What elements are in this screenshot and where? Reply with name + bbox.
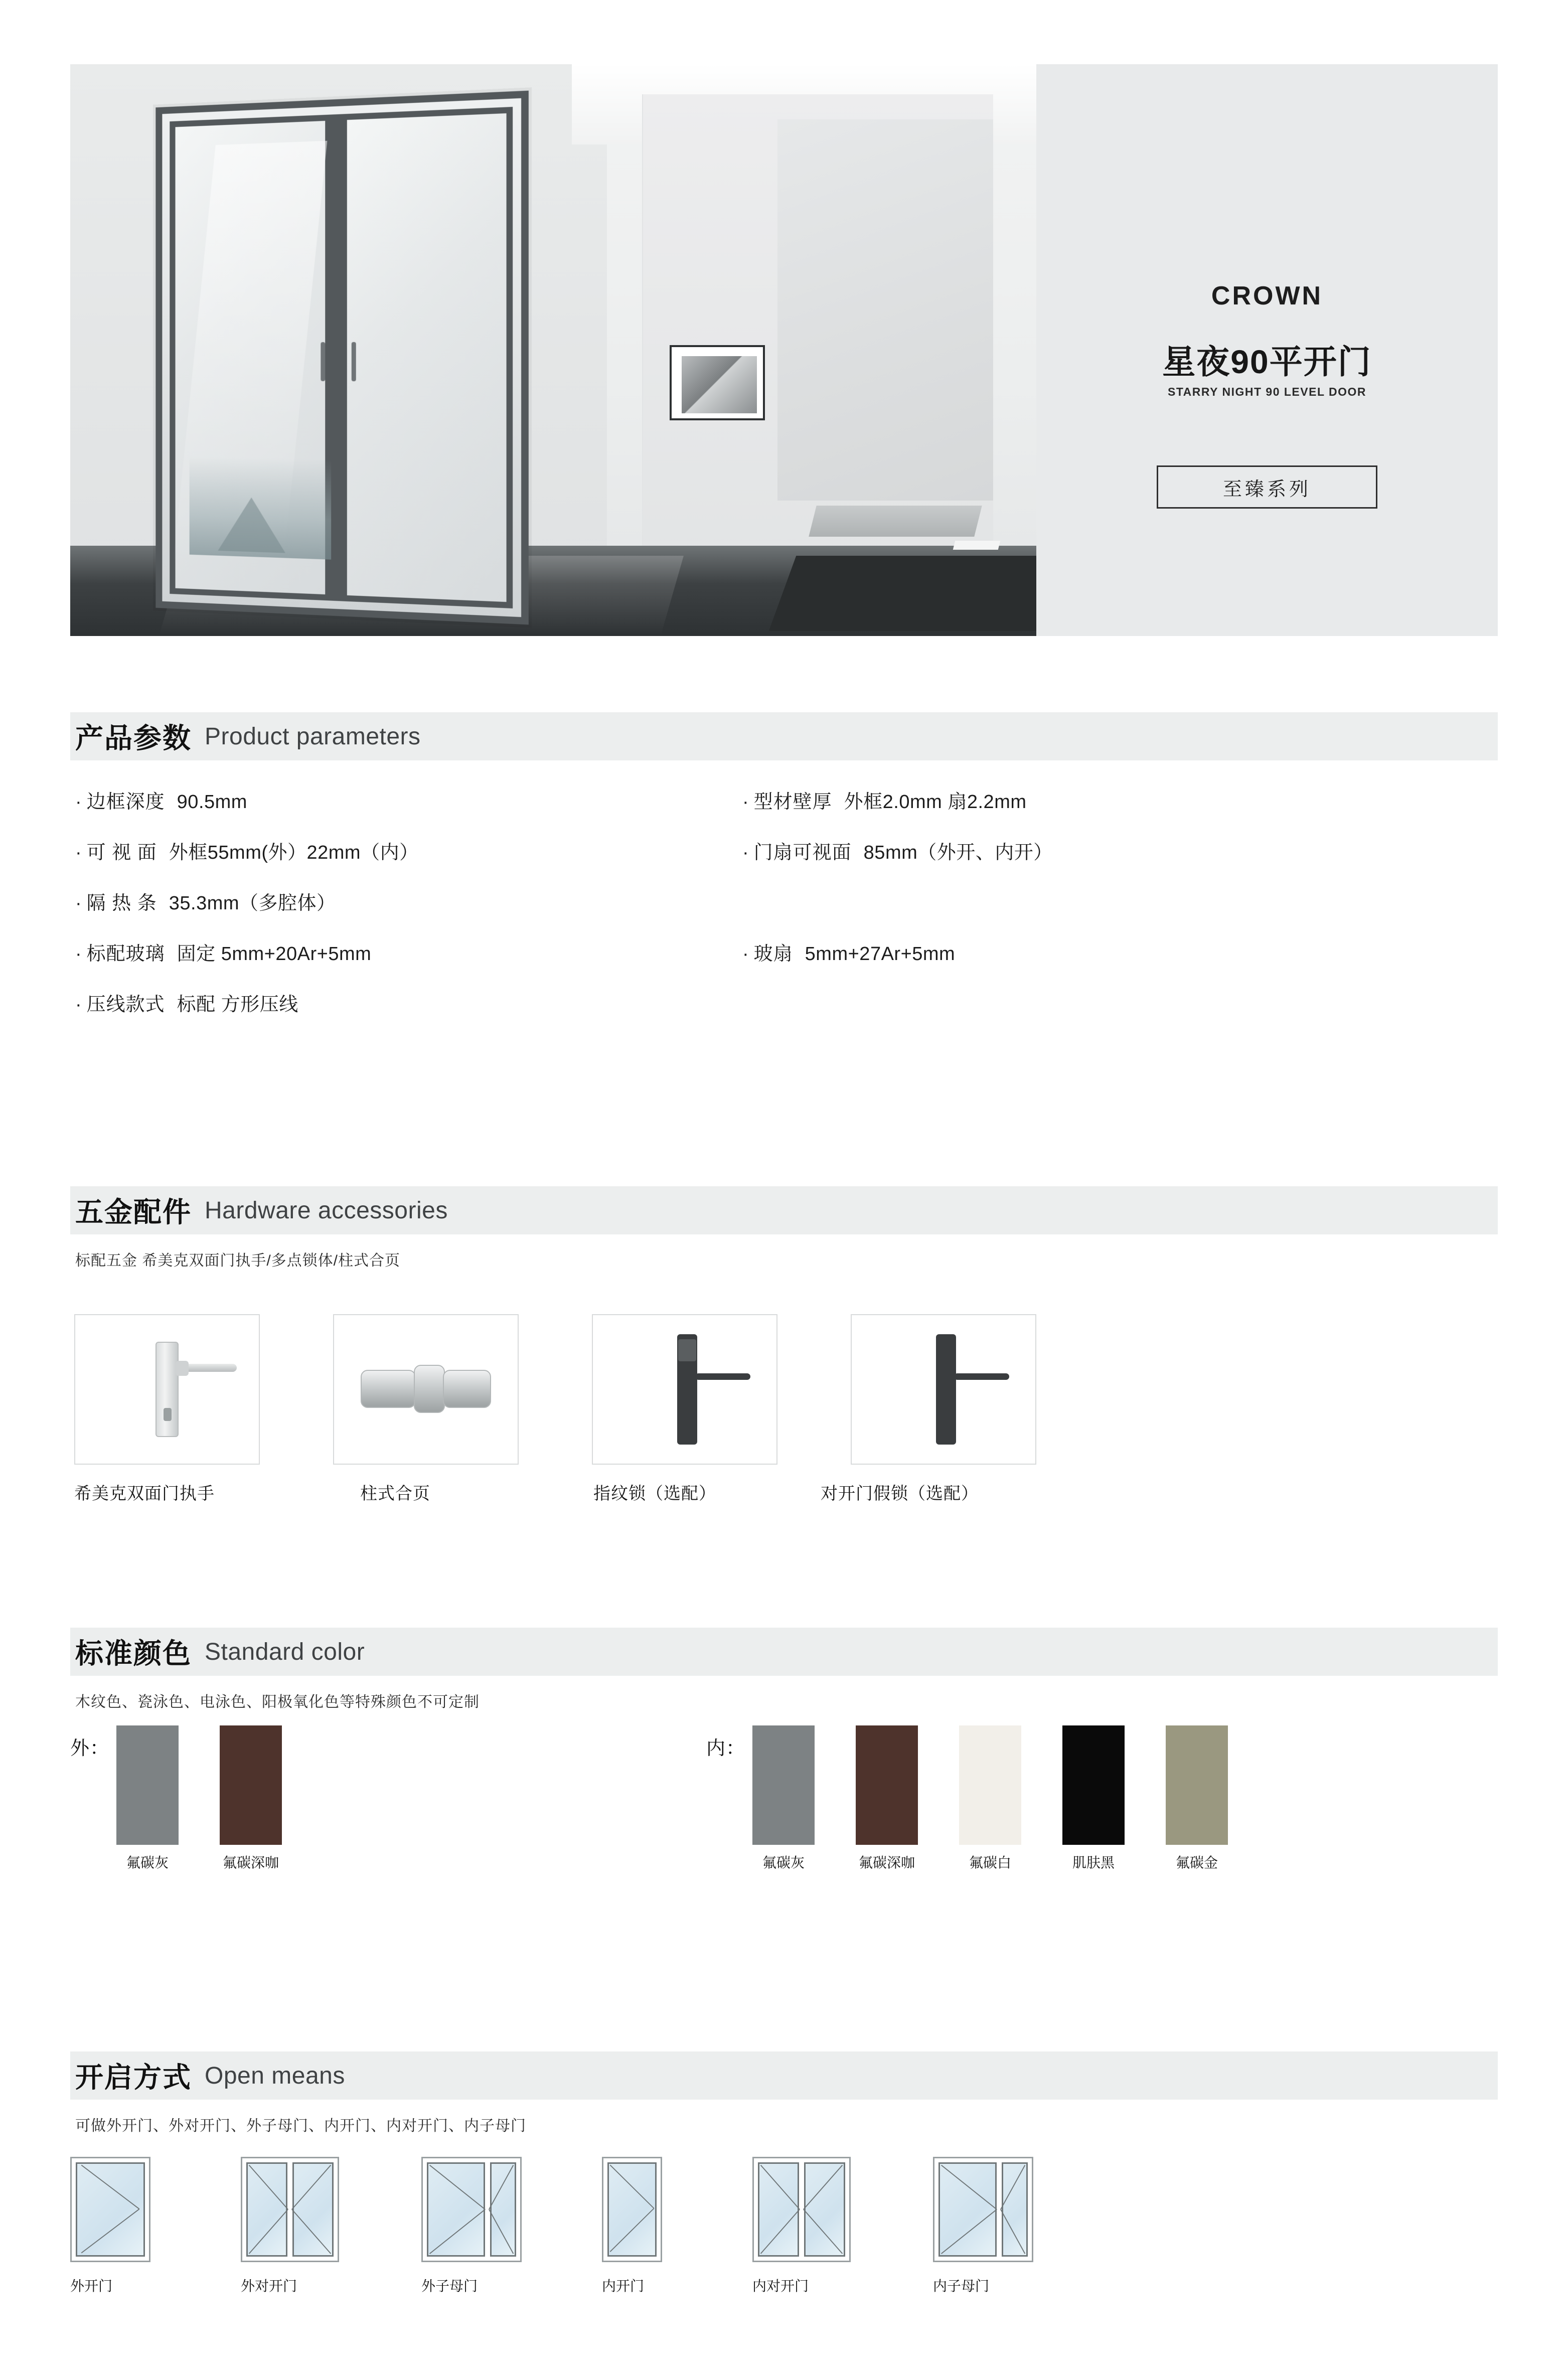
- hardware-label: 指纹锁（选配）: [593, 1484, 716, 1503]
- param-row: [75, 793, 697, 812]
- color-swatch-inner-2: [856, 1725, 918, 1845]
- color-name-inner-1: 氟碳灰: [762, 1855, 805, 1870]
- params-column-left: [75, 793, 697, 1046]
- open-means-label: 外开门: [70, 2278, 113, 2294]
- fingerprint-lock-icon: [647, 1334, 722, 1445]
- hinge-segment: [443, 1370, 491, 1408]
- section-title-cn: 标准颜色: [75, 1638, 192, 1669]
- door-handle-left-icon: [321, 342, 325, 381]
- color-swatch-inner-1: [752, 1725, 815, 1845]
- open-means-label: 内对开门: [752, 2278, 809, 2294]
- handle-keyhole: [164, 1408, 172, 1421]
- product-subtitle-en: STARRY NIGHT 90 LEVEL DOOR: [1168, 385, 1366, 398]
- hardware-label: 对开门假锁（选配）: [821, 1484, 979, 1503]
- param-key: 玻扇: [753, 943, 793, 965]
- param-value: 90.5mm: [177, 792, 247, 813]
- open-means-item: [70, 2157, 150, 2294]
- param-value: 固定 5mm+20Ar+5mm: [177, 943, 372, 965]
- hardware-note: 标配五金 希美克双面门执手/多点锁体/柱式合页: [75, 1252, 401, 1269]
- hinge-segment: [414, 1365, 445, 1413]
- open-note: 可做外开门、外对开门、外子母门、内开门、内对开门、内子母门: [75, 2118, 526, 2134]
- bullet-icon: ·: [742, 792, 749, 813]
- lock-lever: [695, 1373, 750, 1380]
- wall-picture-frame: [670, 345, 765, 420]
- section-header-open: [70, 2051, 1498, 2100]
- brand-name: CROWN: [1211, 281, 1323, 310]
- param-row: [742, 793, 1445, 812]
- color-outer-label: 外：: [70, 1738, 110, 1759]
- params-column-right: [742, 793, 1445, 995]
- open-means-item: [421, 2157, 522, 2294]
- hinge-icon: [361, 1362, 491, 1417]
- door-diagram-inward-single: [602, 2157, 662, 2262]
- swing-direction-lines: [934, 2158, 1032, 2261]
- door-diagram-outward-single: [70, 2157, 150, 2262]
- color-swatch-area: [0, 1725, 1568, 1956]
- door-diagram-outward-double: [241, 2157, 339, 2262]
- param-value: 外框55mm(外）22mm（内）: [169, 842, 419, 863]
- color-name-inner-5: 氟碳金: [1175, 1855, 1218, 1870]
- handle-knob: [176, 1361, 189, 1376]
- color-swatch-outer-1: [116, 1725, 179, 1845]
- hardware-label: 柱式合页: [360, 1484, 430, 1503]
- color-name-inner-2: 氟碳深咖: [858, 1855, 915, 1870]
- open-means-item: [602, 2157, 662, 2294]
- open-means-gallery: [70, 2157, 1498, 2322]
- param-value: 35.3mm（多腔体）: [169, 893, 336, 914]
- hero-text-panel: [1036, 64, 1498, 636]
- hinge-segment: [361, 1370, 416, 1408]
- hardware-card-fingerprint-lock: [592, 1314, 777, 1465]
- param-key: 隔 热 条: [86, 893, 157, 914]
- door-diagram-inward-double: [752, 2157, 851, 2262]
- dummy-lock-icon: [906, 1334, 981, 1445]
- param-value: 外框2.0mm 扇2.2mm: [844, 792, 1027, 813]
- hero-banner: [70, 64, 1498, 636]
- open-means-item: [933, 2157, 1033, 2294]
- door-handle-icon: [155, 1342, 179, 1437]
- color-name-outer-2: 氟碳深咖: [222, 1855, 279, 1870]
- section-title-cn: 五金配件: [75, 1196, 192, 1228]
- bullet-icon: ·: [742, 842, 749, 863]
- param-row: [75, 995, 697, 1014]
- bullet-icon: ·: [75, 842, 82, 863]
- param-key: 边框深度: [86, 792, 165, 813]
- color-swatch-inner-5: [1166, 1725, 1228, 1845]
- section-title-en: Hardware accessories: [205, 1197, 448, 1224]
- open-means-label: 内子母门: [933, 2278, 990, 2294]
- color-name-outer-1: 氟碳灰: [126, 1855, 169, 1870]
- open-means-item: [241, 2157, 339, 2294]
- color-swatch-inner-4: [1062, 1725, 1125, 1845]
- picture-artwork: [682, 356, 757, 413]
- open-means-label: 外子母门: [421, 2278, 478, 2294]
- param-key: 型材壁厚: [753, 792, 832, 813]
- wall-panel: [777, 119, 993, 501]
- lock-lever: [954, 1373, 1009, 1380]
- console-table: [809, 506, 982, 537]
- swing-direction-lines: [72, 2158, 149, 2260]
- bullet-icon: ·: [75, 792, 82, 813]
- swing-direction-lines: [603, 2158, 661, 2259]
- open-means-label: 内开门: [602, 2278, 645, 2294]
- door-product-image: [155, 91, 528, 625]
- hardware-card-handle: [74, 1314, 260, 1465]
- open-means-label: 外对开门: [241, 2278, 297, 2294]
- open-means-item: [752, 2157, 851, 2294]
- section-header-params: [70, 712, 1498, 760]
- door-diagram-outward-unequal: [421, 2157, 522, 2262]
- door-center-mullion: [331, 114, 341, 601]
- param-key: 可 视 面: [86, 842, 157, 863]
- color-name-inner-4: 肌肤黑: [1072, 1855, 1115, 1870]
- swing-direction-lines: [242, 2158, 338, 2261]
- param-key: 门扇可视面: [753, 842, 852, 863]
- section-title-en: Product parameters: [205, 723, 421, 750]
- product-title: 星夜90平开门: [1162, 343, 1372, 380]
- param-row: [75, 894, 697, 913]
- color-inner-label: 内：: [706, 1738, 746, 1759]
- bullet-icon: ·: [75, 943, 82, 965]
- param-row: [742, 843, 1445, 862]
- param-row: [75, 843, 697, 862]
- door-handle-right-icon: [352, 342, 356, 381]
- door-leaf-left: [170, 114, 331, 600]
- param-row: [742, 944, 1445, 964]
- param-key: 标配玻璃: [86, 943, 165, 965]
- param-value: 标配 方形压线: [177, 994, 298, 1015]
- door-diagram-inward-unequal: [933, 2157, 1033, 2262]
- color-name-inner-3: 氟碳白: [969, 1855, 1011, 1870]
- section-header-color: [70, 1628, 1498, 1676]
- series-badge: 至臻系列: [1157, 465, 1377, 509]
- section-header-hardware: [70, 1186, 1498, 1234]
- lock-body: [936, 1334, 956, 1445]
- param-value: 5mm+27Ar+5mm: [805, 943, 956, 965]
- swing-direction-lines: [423, 2158, 520, 2261]
- bullet-icon: ·: [75, 994, 82, 1015]
- hardware-label: 希美克双面门执手: [74, 1484, 215, 1503]
- window-scenery: [190, 457, 335, 560]
- bullet-icon: ·: [75, 893, 82, 914]
- bullet-icon: ·: [742, 943, 749, 965]
- console-object: [953, 541, 1000, 550]
- section-title-en: Open means: [205, 2062, 345, 2089]
- section-title-en: Standard color: [205, 1638, 365, 1665]
- param-row: [75, 944, 697, 964]
- param-value: 85mm（外开、内开）: [863, 842, 1053, 863]
- param-key: 压线款式: [86, 994, 165, 1015]
- section-title-cn: 产品参数: [75, 722, 192, 754]
- color-note: 木纹色、瓷泳色、电泳色、阳极氧化色等特殊颜色不可定制: [75, 1694, 480, 1710]
- hardware-card-dummy-lock: [851, 1314, 1036, 1465]
- color-swatch-outer-2: [220, 1725, 282, 1845]
- swing-direction-lines: [754, 2158, 849, 2261]
- door-leaf-right: [341, 107, 513, 608]
- hardware-card-hinge: [333, 1314, 519, 1465]
- color-swatch-inner-3: [959, 1725, 1021, 1845]
- section-title-cn: 开启方式: [75, 2062, 192, 2093]
- fingerprint-pad: [678, 1339, 696, 1361]
